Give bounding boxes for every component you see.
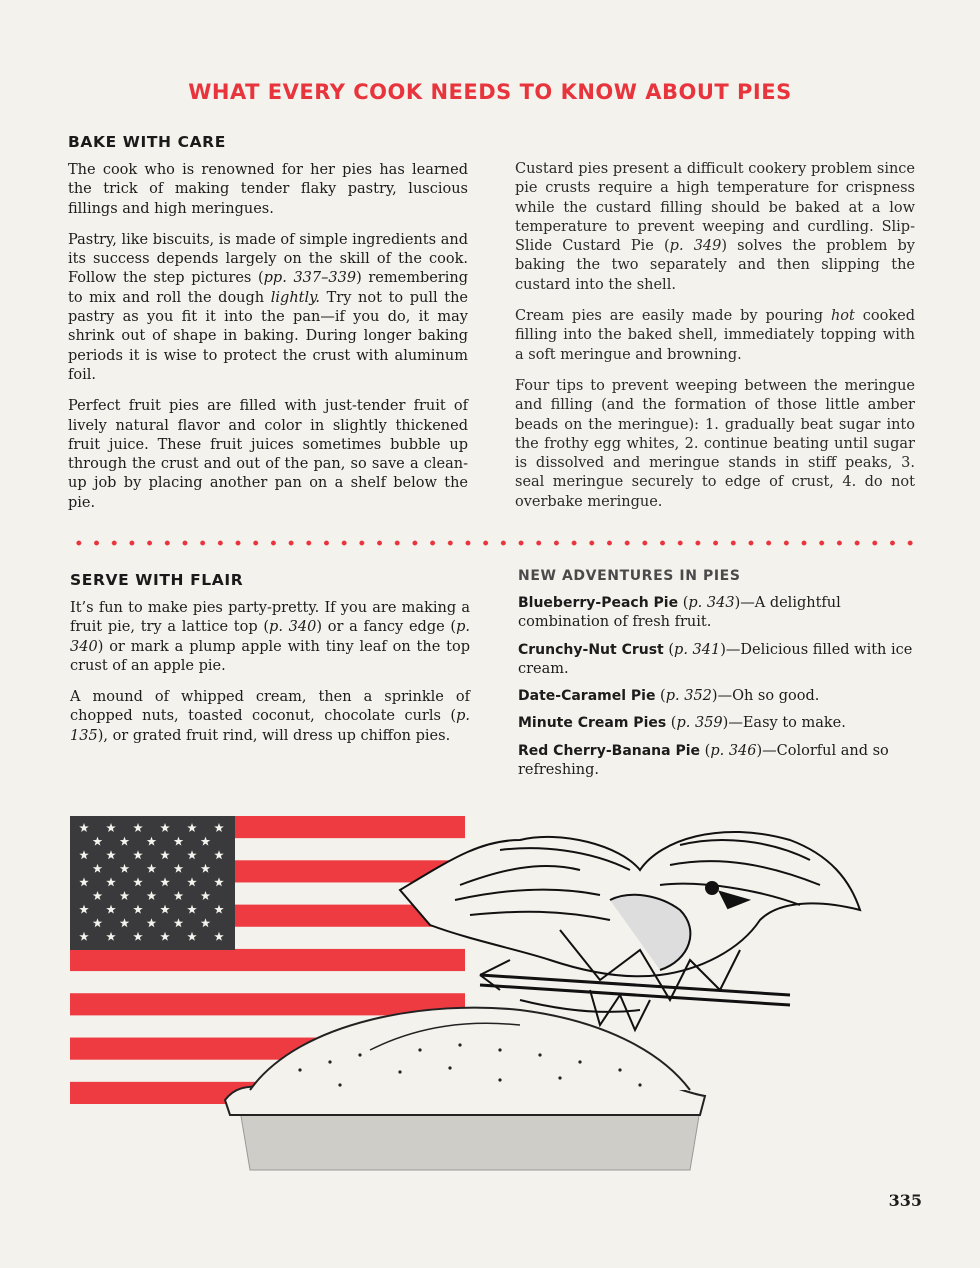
flag-stripe: [70, 949, 465, 971]
pie-icon: [225, 1008, 705, 1170]
paragraph-pastry-tips: [68, 231, 468, 385]
section-heading-adventures: NEW ADVENTURES IN PIES: [518, 568, 741, 584]
page-reference: p. 341: [674, 641, 721, 658]
paragraph-cream-pies: [515, 307, 915, 365]
section-heading-bake: BAKE WITH CARE: [68, 133, 226, 151]
emphasis: hot: [830, 308, 855, 325]
recipe-name: Date-Caramel Pie: [518, 688, 656, 705]
new-adventures-section: [518, 568, 918, 788]
illustration: [0, 800, 980, 1190]
text-run: ), or grated fruit rind, will dress up chiffon pies.: [97, 727, 451, 744]
text-run: Cream pies are easily made by pouring: [515, 308, 831, 325]
recipe-description: —Colorful and so refreshing.: [518, 742, 889, 779]
page-reference: p. 352: [665, 688, 712, 705]
text-run: Try not to pull the pastry as you fit it into the pan—if you do, it may shrink out of shape in baking. During longer baking periods it is wise to protect the crust with aluminum foil.: [68, 289, 468, 383]
list-item: Crunchy-Nut Crust (p. 341)—Delicious filled with ice cream.: [518, 641, 913, 677]
paragraph-whipped-cream: [70, 688, 470, 746]
page-reference: p. 343: [688, 595, 735, 611]
list-item: Minute Cream Pies (p. 359)—Easy to make.: [518, 715, 846, 732]
page-reference: p. 346: [710, 742, 757, 759]
text-run: It’s fun to make pies party-pretty. If you are making a fruit pie, try a lattice top (: [70, 600, 470, 636]
section-heading-serve: SERVE WITH FLAIR: [70, 571, 244, 589]
page-number: 335: [888, 1191, 922, 1210]
text-run: ) remembering to mix and roll the dough: [68, 270, 468, 306]
recipe-description: —Easy to make.: [728, 715, 846, 732]
list-item: Blueberry-Peach Pie (p. 343)—A delightful combination of fresh fruit.: [518, 595, 841, 631]
recipe-description: —Delicious filled with ice cream.: [518, 641, 913, 677]
page-reference: p. 359: [676, 715, 723, 732]
text-run: A mound of whipped cream, then a sprinkle of chopped nuts, toasted coconut, chocolate curls (: [70, 689, 470, 725]
text-run: Custard pies present a difficult cookery problem since pie crusts require a high temperature for crispness while the custard filling should be baked at a low temperature to prevent weeping and curdling. Slip-Slide Custard Pie (: [515, 161, 915, 255]
recipe-name: Blueberry-Peach Pie: [518, 595, 679, 611]
paragraph-fruit-pies: Perfect fruit pies are filled with just-tender fruit of lively natural flavor and color in slightly thickened fruit juice. These fruit juices sometimes bubble up through the crust and out of the pan, so save a clean-up job by placing another pan on a shelf below the pie.: [68, 398, 468, 511]
serve-with-flair-section: [70, 571, 470, 758]
page-title: WHAT EVERY COOK NEEDS TO KNOW ABOUT PIES: [188, 80, 792, 104]
text-run: cooked filling into the baked shell, immediately topping with a soft meringue and browning.: [515, 308, 915, 363]
paragraph-custard-pies: [515, 160, 915, 295]
recipe-name: Minute Cream Pies: [518, 715, 667, 732]
list-item: Red Cherry-Banana Pie (p. 346)—Colorful and so refreshing.: [518, 742, 889, 779]
page-reference: p. 349: [669, 238, 722, 255]
text-run: ) or mark a plump apple with tiny leaf on the top crust of an apple pie.: [70, 638, 470, 674]
page-reference: p. 340: [269, 619, 317, 636]
recipe-description: —A delightful combination of fresh fruit.: [518, 595, 841, 631]
recipe-name: Red Cherry-Banana Pie: [518, 742, 701, 759]
paragraph-meringue-tips: Four tips to prevent weeping between the meringue and filling (and the formation of those little amber beads on the meringue): 1. gradually beat sugar into the frothy egg whites, 2. continue beating until sugar is dissolved and meringue stands in stiff peaks, 3. seal meringue securely to edge of crust, 4. do not overbake meringue.: [515, 377, 915, 510]
text-run: ) or a fancy edge (: [316, 619, 457, 636]
paragraph-pastry-intro: The cook who is renowned for her pies has learned the trick of making tender flaky pastry, luscious fillings and high meringues.: [68, 162, 468, 217]
emphasis: lightly.: [270, 289, 321, 306]
text-run: Pastry, like biscuits, is made of simple ingredients and its success depends largely on the skill of the cook. Follow the step pictures (: [68, 231, 468, 287]
list-item: Date-Caramel Pie (p. 352)—Oh so good.: [518, 688, 820, 705]
dotted-divider: [70, 540, 922, 546]
eagle-icon: [400, 832, 860, 1030]
bake-with-care-section: [68, 133, 468, 525]
page-reference: p. 135: [70, 708, 470, 744]
paragraph-party-pretty: [70, 599, 470, 676]
text-run: ) solves the problem by baking the two separately and then slipping the custard into the shell.: [515, 238, 915, 293]
recipe-name: Crunchy-Nut Crust: [518, 641, 664, 658]
page-reference: p. 340: [70, 619, 470, 655]
custard-cream-section: [515, 160, 915, 524]
recipe-description: —Oh so good.: [717, 688, 820, 705]
page-reference: pp. 337–339: [263, 270, 357, 287]
